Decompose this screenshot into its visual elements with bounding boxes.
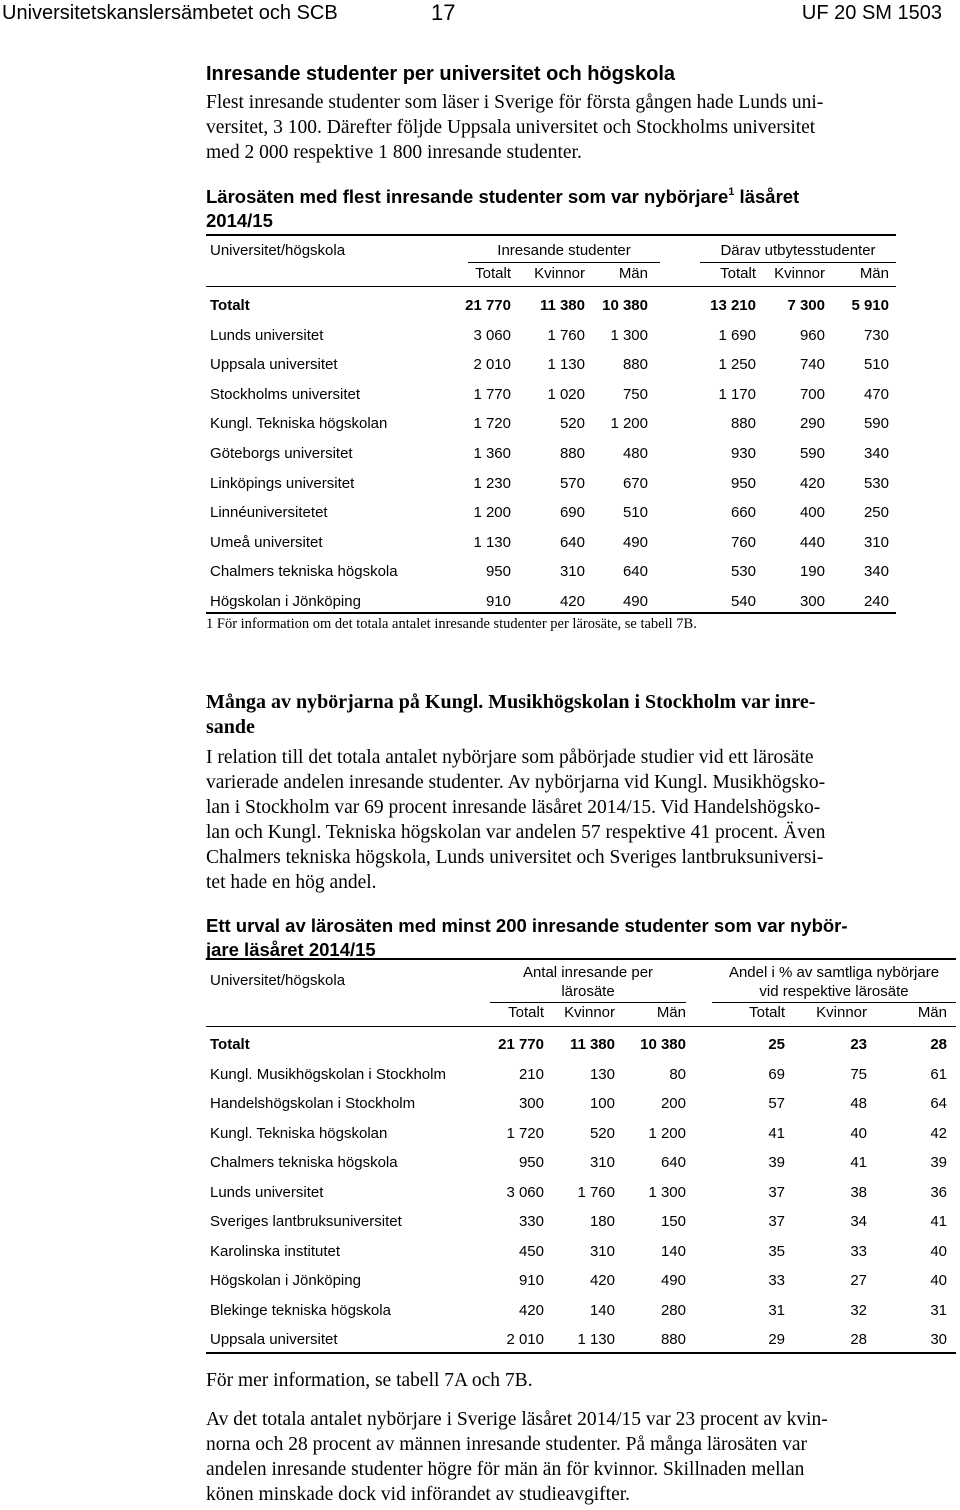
subcol-header: Totalt xyxy=(475,265,511,282)
paragraph-line: könen minskade dock vid införandet av studieavgifter. xyxy=(206,1484,631,1505)
cell-value: 570 xyxy=(559,474,585,492)
table1-footnote: 1 För information om det totala antalet inresande studenter per lärosäte, se tabell 7B. xyxy=(206,616,697,632)
table2-bottom-rule xyxy=(206,1352,956,1354)
table1-group-rule-1 xyxy=(468,262,660,263)
cell-value: 250 xyxy=(863,504,889,522)
cell-value: 910 xyxy=(485,593,511,610)
table1-row xyxy=(0,327,960,347)
cell-value: 420 xyxy=(589,1272,615,1289)
paragraph-line: varierade andelen inresande studenter. Av nybörjarna vid Kungl. Musikhögsko- xyxy=(206,772,826,793)
cell-value: 150 xyxy=(660,1213,686,1230)
row-label: Högskolan i Jönköping xyxy=(210,1272,361,1289)
cell-value: 140 xyxy=(589,1301,615,1319)
table2-top-rule xyxy=(206,958,956,960)
cell-value: 57 xyxy=(768,1095,785,1112)
table2-row xyxy=(0,1272,960,1292)
cell-value: 530 xyxy=(863,474,889,492)
subcol-header: Män xyxy=(656,1004,686,1021)
cell-value: 520 xyxy=(559,415,585,433)
cell-value: 28 xyxy=(850,1331,867,1348)
table2-row xyxy=(0,1184,960,1204)
paragraph-line: lan i Stockholm var 69 procent inresande läsåret 2014/15. Vid Handelshögsko- xyxy=(206,797,821,818)
row-label: Chalmers tekniska högskola xyxy=(210,1154,398,1171)
cell-value: 7 300 xyxy=(787,297,825,314)
cell-value: 640 xyxy=(622,563,648,581)
table1-row xyxy=(0,563,960,583)
cell-value: 37 xyxy=(768,1213,785,1230)
table2-row xyxy=(0,1066,960,1086)
table1-row xyxy=(0,297,960,317)
cell-value: 180 xyxy=(589,1213,615,1230)
cell-value: 11 380 xyxy=(569,1036,615,1053)
cell-value: 21 770 xyxy=(465,297,511,314)
table1-row xyxy=(0,534,960,554)
cell-value: 2 010 xyxy=(473,356,511,374)
cell-value: 930 xyxy=(730,445,756,462)
table1-group-rule-2 xyxy=(700,262,896,263)
cell-value: 1 130 xyxy=(577,1331,615,1348)
table2-row xyxy=(0,1036,960,1056)
row-label: Totalt xyxy=(210,1036,250,1053)
cell-value: 750 xyxy=(622,385,648,403)
cell-value: 33 xyxy=(850,1242,867,1260)
table1-subheader-row xyxy=(0,265,960,285)
table2-row xyxy=(0,1125,960,1145)
paragraph-line: Chalmers tekniska högskola, Lunds universitet och Sveriges lantbruksuniversi- xyxy=(206,847,824,868)
table1-row xyxy=(0,386,960,406)
cell-value: 1 300 xyxy=(648,1183,686,1201)
cell-value: 10 380 xyxy=(640,1036,686,1053)
row-label: Högskolan i Jönköping xyxy=(210,593,361,610)
cell-value: 32 xyxy=(850,1301,867,1319)
table2-more-info: För mer information, se tabell 7A och 7B. xyxy=(206,1370,533,1391)
cell-value: 200 xyxy=(660,1095,686,1112)
table2-group-rule-1 xyxy=(490,1002,686,1003)
paragraph-line: andelen inresande studenter högre för män än för kvinnor. Skillnaden mellan xyxy=(206,1459,805,1480)
cell-value: 490 xyxy=(622,533,648,551)
row-label: Blekinge tekniska högskola xyxy=(210,1301,391,1319)
cell-value: 280 xyxy=(660,1301,686,1319)
cell-value: 300 xyxy=(799,593,825,610)
table2-row xyxy=(0,1302,960,1322)
cell-value: 490 xyxy=(622,593,648,610)
cell-value: 40 xyxy=(930,1272,947,1289)
row-label: Stockholms universitet xyxy=(210,385,361,403)
subcol-header: Totalt xyxy=(749,1004,785,1021)
cell-value: 740 xyxy=(799,356,825,374)
table1-column-label: Universitet/högskola xyxy=(210,242,346,259)
table2-row xyxy=(0,1243,960,1263)
cell-value: 420 xyxy=(559,593,585,610)
cell-value: 130 xyxy=(589,1065,615,1083)
cell-value: 1 760 xyxy=(577,1183,615,1201)
cell-value: 310 xyxy=(559,563,585,581)
cell-value: 28 xyxy=(930,1036,947,1053)
cell-value: 1 720 xyxy=(473,415,511,433)
cell-value: 290 xyxy=(799,415,825,433)
cell-value: 690 xyxy=(559,504,585,522)
cell-value: 35 xyxy=(768,1242,785,1260)
cell-value: 340 xyxy=(863,563,889,581)
cell-value: 880 xyxy=(660,1331,686,1348)
cell-value: 64 xyxy=(930,1095,947,1112)
cell-value: 39 xyxy=(768,1154,785,1171)
table2-group-antal xyxy=(490,963,686,1001)
subcol-header: Kvinnor xyxy=(816,1004,867,1021)
cell-value: 27 xyxy=(850,1272,867,1289)
cell-value: 5 910 xyxy=(851,297,889,314)
cell-value: 41 xyxy=(850,1154,867,1171)
cell-value: 41 xyxy=(930,1213,947,1230)
cell-value: 42 xyxy=(930,1124,947,1142)
subcol-header: Män xyxy=(859,265,889,282)
subcol-header: Män xyxy=(917,1004,947,1021)
table1-row xyxy=(0,415,960,435)
cell-value: 1 760 xyxy=(547,326,585,344)
row-label: Göteborgs universitet xyxy=(210,445,353,462)
table2-row xyxy=(0,1213,960,1233)
cell-value: 520 xyxy=(589,1124,615,1142)
group-header-line: vid respektive lärosäte xyxy=(759,983,909,1000)
cell-value: 880 xyxy=(622,356,648,374)
cell-value: 1 200 xyxy=(648,1124,686,1142)
cell-value: 880 xyxy=(730,415,756,433)
cell-value: 670 xyxy=(622,474,648,492)
row-label: Handelshögskolan i Stockholm xyxy=(210,1095,416,1112)
cell-value: 36 xyxy=(930,1183,947,1201)
row-label: Linnéuniversitetet xyxy=(210,504,328,522)
cell-value: 510 xyxy=(622,504,648,522)
cell-value: 310 xyxy=(589,1154,615,1171)
cell-value: 310 xyxy=(589,1242,615,1260)
cell-value: 210 xyxy=(518,1065,544,1083)
table1-row xyxy=(0,445,960,465)
cell-value: 13 210 xyxy=(710,297,756,314)
cell-value: 1 690 xyxy=(718,326,756,344)
row-label: Umeå universitet xyxy=(210,533,323,551)
cell-value: 100 xyxy=(589,1095,615,1112)
section1-paragraph xyxy=(206,90,823,165)
row-label: Uppsala universitet xyxy=(210,1331,338,1348)
cell-value: 1 770 xyxy=(473,385,511,403)
cell-value: 40 xyxy=(850,1124,867,1142)
header-left: Universitetskanslersämbetet och SCB xyxy=(2,2,338,24)
cell-value: 950 xyxy=(730,474,756,492)
table2-row xyxy=(0,1331,960,1351)
cell-value: 37 xyxy=(768,1183,785,1201)
cell-value: 1 230 xyxy=(473,474,511,492)
subcol-header: Kvinnor xyxy=(534,265,585,282)
cell-value: 950 xyxy=(485,563,511,581)
cell-value: 1 130 xyxy=(473,533,511,551)
cell-value: 420 xyxy=(518,1301,544,1319)
subcol-header: Kvinnor xyxy=(774,265,825,282)
table2-group-rule-2 xyxy=(712,1002,956,1003)
paragraph-line: Av det totala antalet nybörjare i Sverige läsåret 2014/15 var 23 procent av kvin- xyxy=(206,1409,828,1430)
footnote-marker: 1 xyxy=(728,185,735,198)
table1-row xyxy=(0,475,960,495)
cell-value: 910 xyxy=(518,1272,544,1289)
table1-row xyxy=(0,593,960,613)
cell-value: 25 xyxy=(768,1036,785,1053)
row-label: Totalt xyxy=(210,297,250,314)
table1-row xyxy=(0,356,960,376)
cell-value: 400 xyxy=(799,504,825,522)
cell-value: 1 200 xyxy=(473,504,511,522)
table1-group-utbyte: Därav utbytesstudenter xyxy=(720,242,876,259)
cell-value: 21 770 xyxy=(498,1036,544,1053)
cell-value: 640 xyxy=(559,533,585,551)
paragraph-line: norna och 28 procent av männen inresande studenter. På många lärosäten var xyxy=(206,1434,808,1455)
cell-value: 2 010 xyxy=(506,1331,544,1348)
paragraph-line: lan och Kungl. Tekniska högskolan var andelen 57 respektive 41 procent. Även xyxy=(206,822,826,843)
table2-column-label: Universitet/högskola xyxy=(210,972,346,989)
table1-bottom-rule xyxy=(206,612,896,614)
cell-value: 300 xyxy=(518,1095,544,1112)
section-title-inresande: Inresande studenter per universitet och högskola xyxy=(206,63,676,85)
cell-value: 48 xyxy=(850,1095,867,1112)
cell-value: 34 xyxy=(850,1213,867,1230)
cell-value: 530 xyxy=(730,563,756,581)
cell-value: 40 xyxy=(930,1242,947,1260)
cell-value: 1 130 xyxy=(547,356,585,374)
table1-title-line2: 2014/15 xyxy=(206,210,273,231)
table2-title-line: jare läsåret 2014/15 xyxy=(206,939,376,960)
table1-group-inresande: Inresande studenter xyxy=(497,242,631,259)
cell-value: 3 060 xyxy=(506,1183,544,1201)
cell-value: 240 xyxy=(863,593,889,610)
cell-value: 1 170 xyxy=(718,385,756,403)
cell-value: 700 xyxy=(799,385,825,403)
row-label: Kungl. Musikhögskolan i Stockholm xyxy=(210,1065,446,1083)
row-label: Uppsala universitet xyxy=(210,356,338,374)
cell-value: 41 xyxy=(768,1124,785,1142)
cell-value: 1 250 xyxy=(718,356,756,374)
section2-paragraph xyxy=(206,745,825,895)
cell-value: 880 xyxy=(559,445,585,462)
cell-value: 29 xyxy=(768,1331,785,1348)
table2-subheader-row xyxy=(0,1004,960,1024)
subcol-header: Totalt xyxy=(720,265,756,282)
cell-value: 490 xyxy=(660,1272,686,1289)
header-right: UF 20 SM 1503 xyxy=(801,2,942,24)
row-label: Chalmers tekniska högskola xyxy=(210,563,398,581)
cell-value: 80 xyxy=(669,1065,686,1083)
row-label: Kungl. Tekniska högskolan xyxy=(210,1124,388,1142)
cell-value: 960 xyxy=(799,326,825,344)
row-label: Lunds universitet xyxy=(210,1183,324,1201)
cell-value: 39 xyxy=(930,1154,947,1171)
section2-title-line: Många av nybörjarna på Kungl. Musikhögskolan i Stockholm var inre- xyxy=(206,691,816,713)
table1-row xyxy=(0,504,960,524)
table2-group-andel xyxy=(712,963,956,1001)
cell-value: 480 xyxy=(622,445,648,462)
section3-paragraph xyxy=(206,1407,828,1507)
row-label: Sveriges lantbruksuniversitet xyxy=(210,1213,402,1230)
cell-value: 540 xyxy=(730,593,756,610)
cell-value: 10 380 xyxy=(602,297,648,314)
cell-value: 33 xyxy=(768,1272,785,1289)
table1-title-text: Lärosäten med flest inresande studenter som var nybörjare xyxy=(206,186,729,207)
cell-value: 23 xyxy=(850,1036,867,1053)
section2-title-line: sande xyxy=(206,716,255,738)
paragraph-line: I relation till det totala antalet nybörjare som påbörjade studier vid ett lärosäte xyxy=(206,747,814,768)
cell-value: 330 xyxy=(518,1213,544,1230)
cell-value: 190 xyxy=(799,563,825,581)
cell-value: 30 xyxy=(930,1331,947,1348)
page-number: 17 xyxy=(431,0,456,25)
cell-value: 31 xyxy=(768,1301,785,1319)
cell-value: 420 xyxy=(799,474,825,492)
subcol-header: Totalt xyxy=(508,1004,544,1021)
cell-value: 3 060 xyxy=(473,326,511,344)
cell-value: 640 xyxy=(660,1154,686,1171)
cell-value: 590 xyxy=(799,445,825,462)
table2-row xyxy=(0,1095,960,1115)
table1-title xyxy=(206,186,799,208)
section2-title xyxy=(206,690,815,740)
paragraph-line: med 2 000 respektive 1 800 inresande studenter. xyxy=(206,142,582,163)
subcol-header: Män xyxy=(618,265,648,282)
table2-title-line: Ett urval av lärosäten med minst 200 inresande studenter som var nybör- xyxy=(206,915,848,936)
table1-header-rule xyxy=(206,286,896,287)
table2-header-rule xyxy=(206,1026,956,1027)
cell-value: 140 xyxy=(660,1242,686,1260)
cell-value: 1 720 xyxy=(506,1124,544,1142)
cell-value: 61 xyxy=(930,1065,947,1083)
row-label: Lunds universitet xyxy=(210,326,324,344)
cell-value: 470 xyxy=(863,385,889,403)
group-header-line: lärosäte xyxy=(561,983,615,1000)
subcol-header: Kvinnor xyxy=(564,1004,615,1021)
paragraph-line: versitet, 3 100. Därefter följde Uppsala universitet och Stockholms universitet xyxy=(206,117,816,138)
cell-value: 1 300 xyxy=(610,326,648,344)
cell-value: 31 xyxy=(930,1301,947,1319)
cell-value: 950 xyxy=(518,1154,544,1171)
group-header-line: Andel i % av samtliga nybörjare xyxy=(728,964,940,981)
table1-top-rule xyxy=(206,234,896,236)
row-label: Karolinska institutet xyxy=(210,1242,341,1260)
cell-value: 11 380 xyxy=(539,297,585,314)
cell-value: 1 200 xyxy=(610,415,648,433)
cell-value: 340 xyxy=(863,445,889,462)
cell-value: 440 xyxy=(799,533,825,551)
cell-value: 730 xyxy=(863,326,889,344)
cell-value: 38 xyxy=(850,1183,867,1201)
table2-row xyxy=(0,1154,960,1174)
cell-value: 450 xyxy=(518,1242,544,1260)
row-label: Linköpings universitet xyxy=(210,474,355,492)
cell-value: 1 020 xyxy=(547,385,585,403)
paragraph-line: tet hade en hög andel. xyxy=(206,872,377,893)
table1-title-text-end: läsåret xyxy=(734,186,800,207)
cell-value: 75 xyxy=(850,1065,867,1083)
cell-value: 660 xyxy=(730,504,756,522)
table2-title xyxy=(206,914,848,962)
paragraph-line: Flest inresande studenter som läser i Sverige för första gången hade Lunds uni- xyxy=(206,92,824,113)
cell-value: 760 xyxy=(730,533,756,551)
cell-value: 510 xyxy=(863,356,889,374)
cell-value: 69 xyxy=(768,1065,785,1083)
cell-value: 590 xyxy=(863,415,889,433)
cell-value: 310 xyxy=(863,533,889,551)
cell-value: 1 360 xyxy=(473,445,511,462)
group-header-line: Antal inresande per xyxy=(522,964,654,981)
row-label: Kungl. Tekniska högskolan xyxy=(210,415,388,433)
